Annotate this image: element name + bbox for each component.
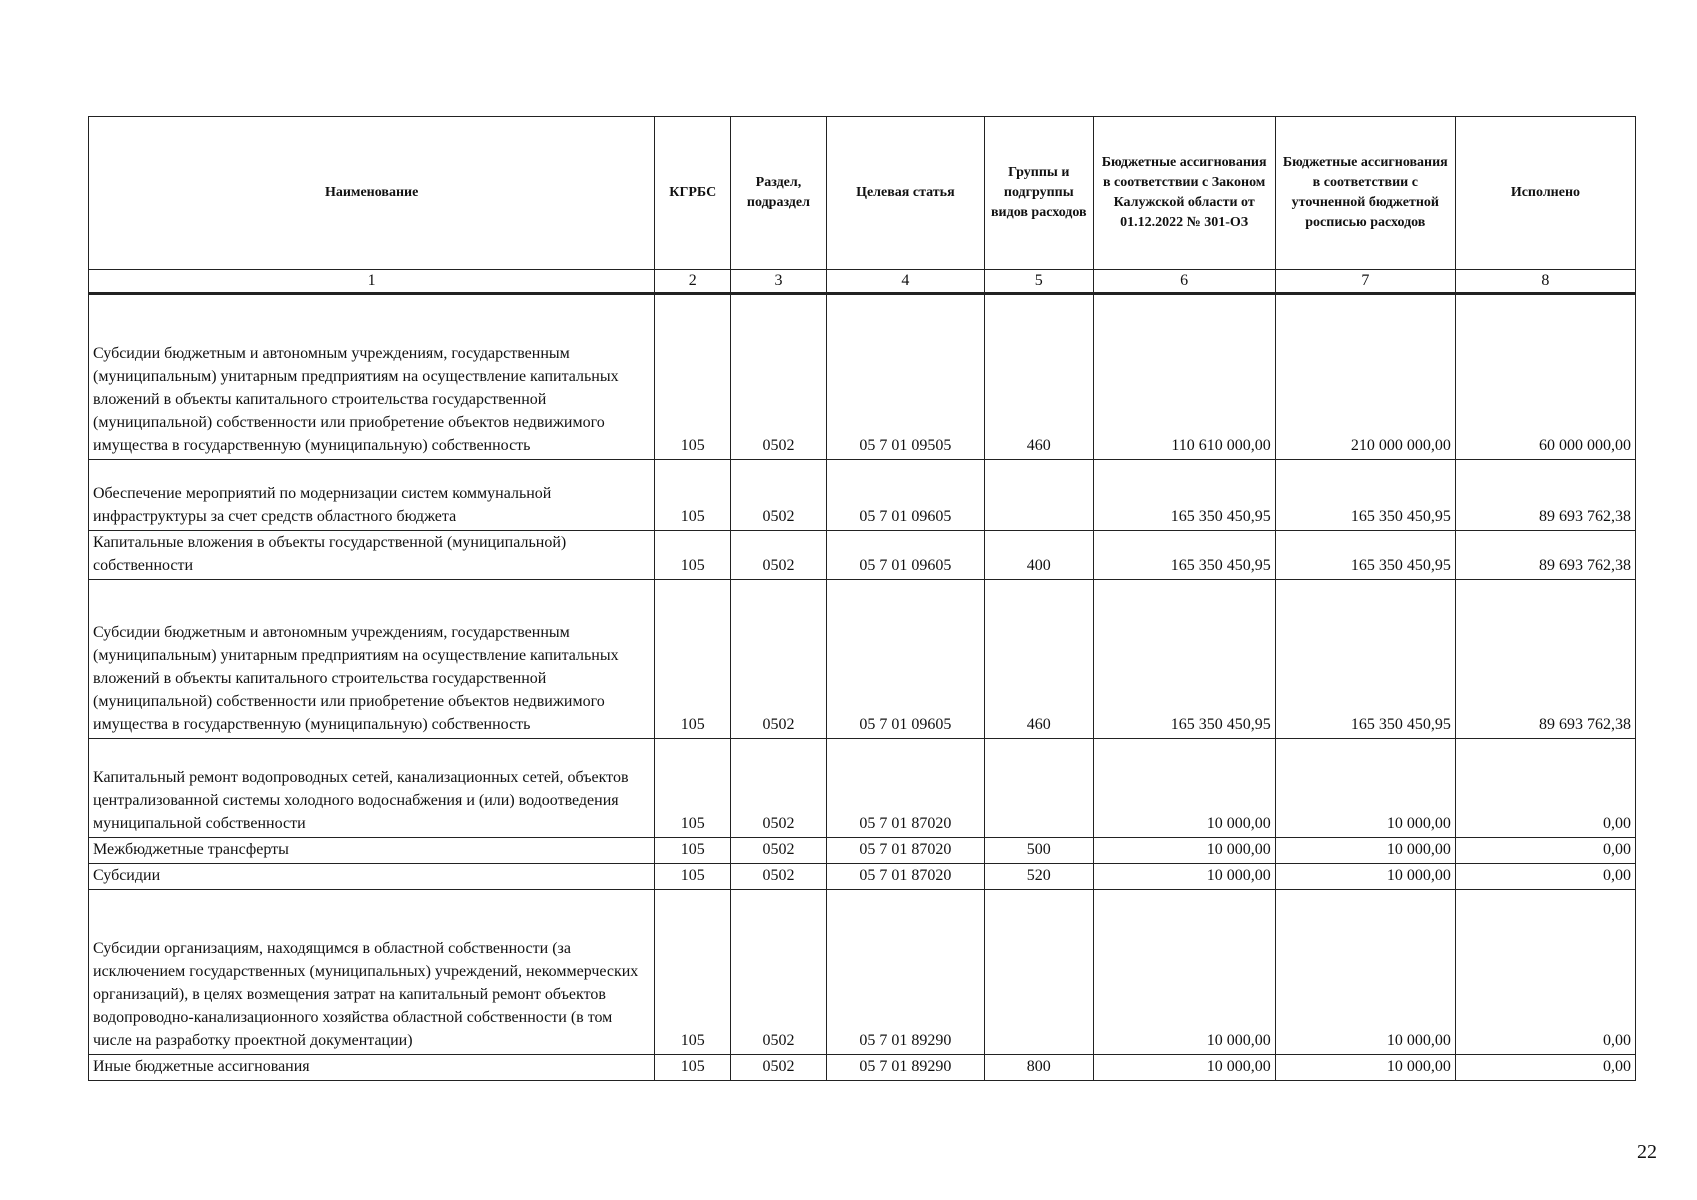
table-row — [89, 294, 1636, 460]
page-number: 22 — [1637, 1141, 1657, 1163]
row-section: 0502 — [731, 864, 826, 890]
row-target: 05 7 01 89290 — [826, 1055, 984, 1081]
row-executed-amount: 0,00 — [1455, 1055, 1635, 1081]
row-executed-amount: 0,00 — [1455, 864, 1635, 890]
row-target: 05 7 01 87020 — [826, 838, 984, 864]
row-target: 05 7 01 89290 — [826, 890, 984, 1055]
row-group: 400 — [985, 531, 1093, 580]
table-row — [89, 460, 1636, 531]
column-number: 7 — [1275, 270, 1455, 294]
row-refined-amount: 10 000,00 — [1275, 890, 1455, 1055]
row-section: 0502 — [731, 580, 826, 739]
row-section: 0502 — [731, 1055, 826, 1081]
table-row — [89, 580, 1636, 739]
row-name: Капитальный ремонт водопроводных сетей, канализационных сетей, объектов централизованной системы холодного водоснабжения и (или) водоотведения муниципальной собственности — [89, 739, 655, 838]
row-refined-amount: 10 000,00 — [1275, 739, 1455, 838]
header-row — [89, 117, 1636, 270]
header-section: Раздел, подраздел — [731, 117, 826, 270]
column-number: 1 — [89, 270, 655, 294]
row-refined-amount: 10 000,00 — [1275, 1055, 1455, 1081]
column-number: 5 — [985, 270, 1093, 294]
row-kgrbs: 105 — [655, 838, 731, 864]
row-law-amount: 165 350 450,95 — [1093, 580, 1275, 739]
row-name: Субсидии бюджетным и автономным учреждениям, государственным (муниципальным) унитарным предприятиям на осуществление капитальных вложений в объекты капитального строительства государственной (муниципальной) собственности или приобретение объектов недвижимого имущества в государственную (муниципальную) собственность — [89, 580, 655, 739]
row-target: 05 7 01 87020 — [826, 864, 984, 890]
row-executed-amount: 0,00 — [1455, 739, 1635, 838]
row-executed-amount: 89 693 762,38 — [1455, 460, 1635, 531]
row-executed-amount: 60 000 000,00 — [1455, 294, 1635, 460]
header-law: Бюджетные ассигнования в соответствии с Законом Калужской области от 01.12.2022 № 301-ОЗ — [1093, 117, 1275, 270]
row-kgrbs: 105 — [655, 864, 731, 890]
column-number: 4 — [826, 270, 984, 294]
table-row — [89, 864, 1636, 890]
row-group — [985, 890, 1093, 1055]
row-name: Субсидии бюджетным и автономным учреждениям, государственным (муниципальным) унитарным предприятиям на осуществление капитальных вложений в объекты капитального строительства государственной (муниципальной) собственности или приобретение объектов недвижимого имущества в государственную (муниципальную) собственность — [89, 294, 655, 460]
row-name: Субсидии организациям, находящимся в областной собственности (за исключением государственных (муниципальных) учреждений, некоммерческих организаций), в целях возмещения затрат на капитальный ремонт объектов водопроводно-канализационного хозяйства областной собственности (в том числе на разработку проектной документации) — [89, 890, 655, 1055]
row-refined-amount: 165 350 450,95 — [1275, 531, 1455, 580]
table-row — [89, 531, 1636, 580]
row-section: 0502 — [731, 460, 826, 531]
row-name: Капитальные вложения в объекты государственной (муниципальной) собственности — [89, 531, 655, 580]
row-name: Иные бюджетные ассигнования — [89, 1055, 655, 1081]
row-kgrbs: 105 — [655, 890, 731, 1055]
column-number: 8 — [1455, 270, 1635, 294]
row-law-amount: 10 000,00 — [1093, 838, 1275, 864]
row-law-amount: 10 000,00 — [1093, 864, 1275, 890]
row-law-amount: 165 350 450,95 — [1093, 531, 1275, 580]
header-group: Группы и подгруппы видов расходов — [985, 117, 1093, 270]
row-executed-amount: 89 693 762,38 — [1455, 531, 1635, 580]
row-kgrbs: 105 — [655, 294, 731, 460]
row-refined-amount: 10 000,00 — [1275, 864, 1455, 890]
row-name: Обеспечение мероприятий по модернизации систем коммунальной инфраструктуры за счет средств областного бюджета — [89, 460, 655, 531]
budget-table-sheet — [88, 116, 1636, 1081]
row-name: Межбюджетные трансферты — [89, 838, 655, 864]
row-executed-amount: 0,00 — [1455, 890, 1635, 1055]
row-executed-amount: 0,00 — [1455, 838, 1635, 864]
row-group — [985, 460, 1093, 531]
header-target: Целевая статья — [826, 117, 984, 270]
row-group: 460 — [985, 580, 1093, 739]
row-refined-amount: 210 000 000,00 — [1275, 294, 1455, 460]
table-row — [89, 739, 1636, 838]
row-target: 05 7 01 09605 — [826, 460, 984, 531]
row-refined-amount: 165 350 450,95 — [1275, 580, 1455, 739]
row-section: 0502 — [731, 531, 826, 580]
row-kgrbs: 105 — [655, 580, 731, 739]
row-law-amount: 165 350 450,95 — [1093, 460, 1275, 531]
row-name: Субсидии — [89, 864, 655, 890]
header-kgrbs: КГРБС — [655, 117, 731, 270]
row-executed-amount: 89 693 762,38 — [1455, 580, 1635, 739]
row-kgrbs: 105 — [655, 739, 731, 838]
column-number: 6 — [1093, 270, 1275, 294]
column-number: 2 — [655, 270, 731, 294]
row-group: 460 — [985, 294, 1093, 460]
row-refined-amount: 165 350 450,95 — [1275, 460, 1455, 531]
row-group: 500 — [985, 838, 1093, 864]
row-section: 0502 — [731, 890, 826, 1055]
table-row — [89, 1055, 1636, 1081]
row-group: 800 — [985, 1055, 1093, 1081]
column-number-row — [89, 270, 1636, 294]
row-target: 05 7 01 09605 — [826, 531, 984, 580]
table-row — [89, 890, 1636, 1055]
table-row — [89, 838, 1636, 864]
budget-table — [88, 116, 1636, 1081]
row-kgrbs: 105 — [655, 1055, 731, 1081]
row-target: 05 7 01 09605 — [826, 580, 984, 739]
row-target: 05 7 01 87020 — [826, 739, 984, 838]
row-section: 0502 — [731, 838, 826, 864]
row-group — [985, 739, 1093, 838]
row-law-amount: 10 000,00 — [1093, 1055, 1275, 1081]
row-law-amount: 10 000,00 — [1093, 890, 1275, 1055]
row-section: 0502 — [731, 294, 826, 460]
header-refined: Бюджетные ассигнования в соответствии с уточненной бюджетной росписью расходов — [1275, 117, 1455, 270]
header-name: Наименование — [89, 117, 655, 270]
row-refined-amount: 10 000,00 — [1275, 838, 1455, 864]
row-law-amount: 10 000,00 — [1093, 739, 1275, 838]
row-kgrbs: 105 — [655, 460, 731, 531]
row-target: 05 7 01 09505 — [826, 294, 984, 460]
row-law-amount: 110 610 000,00 — [1093, 294, 1275, 460]
header-executed: Исполнено — [1455, 117, 1635, 270]
row-section: 0502 — [731, 739, 826, 838]
row-kgrbs: 105 — [655, 531, 731, 580]
column-number: 3 — [731, 270, 826, 294]
row-group: 520 — [985, 864, 1093, 890]
